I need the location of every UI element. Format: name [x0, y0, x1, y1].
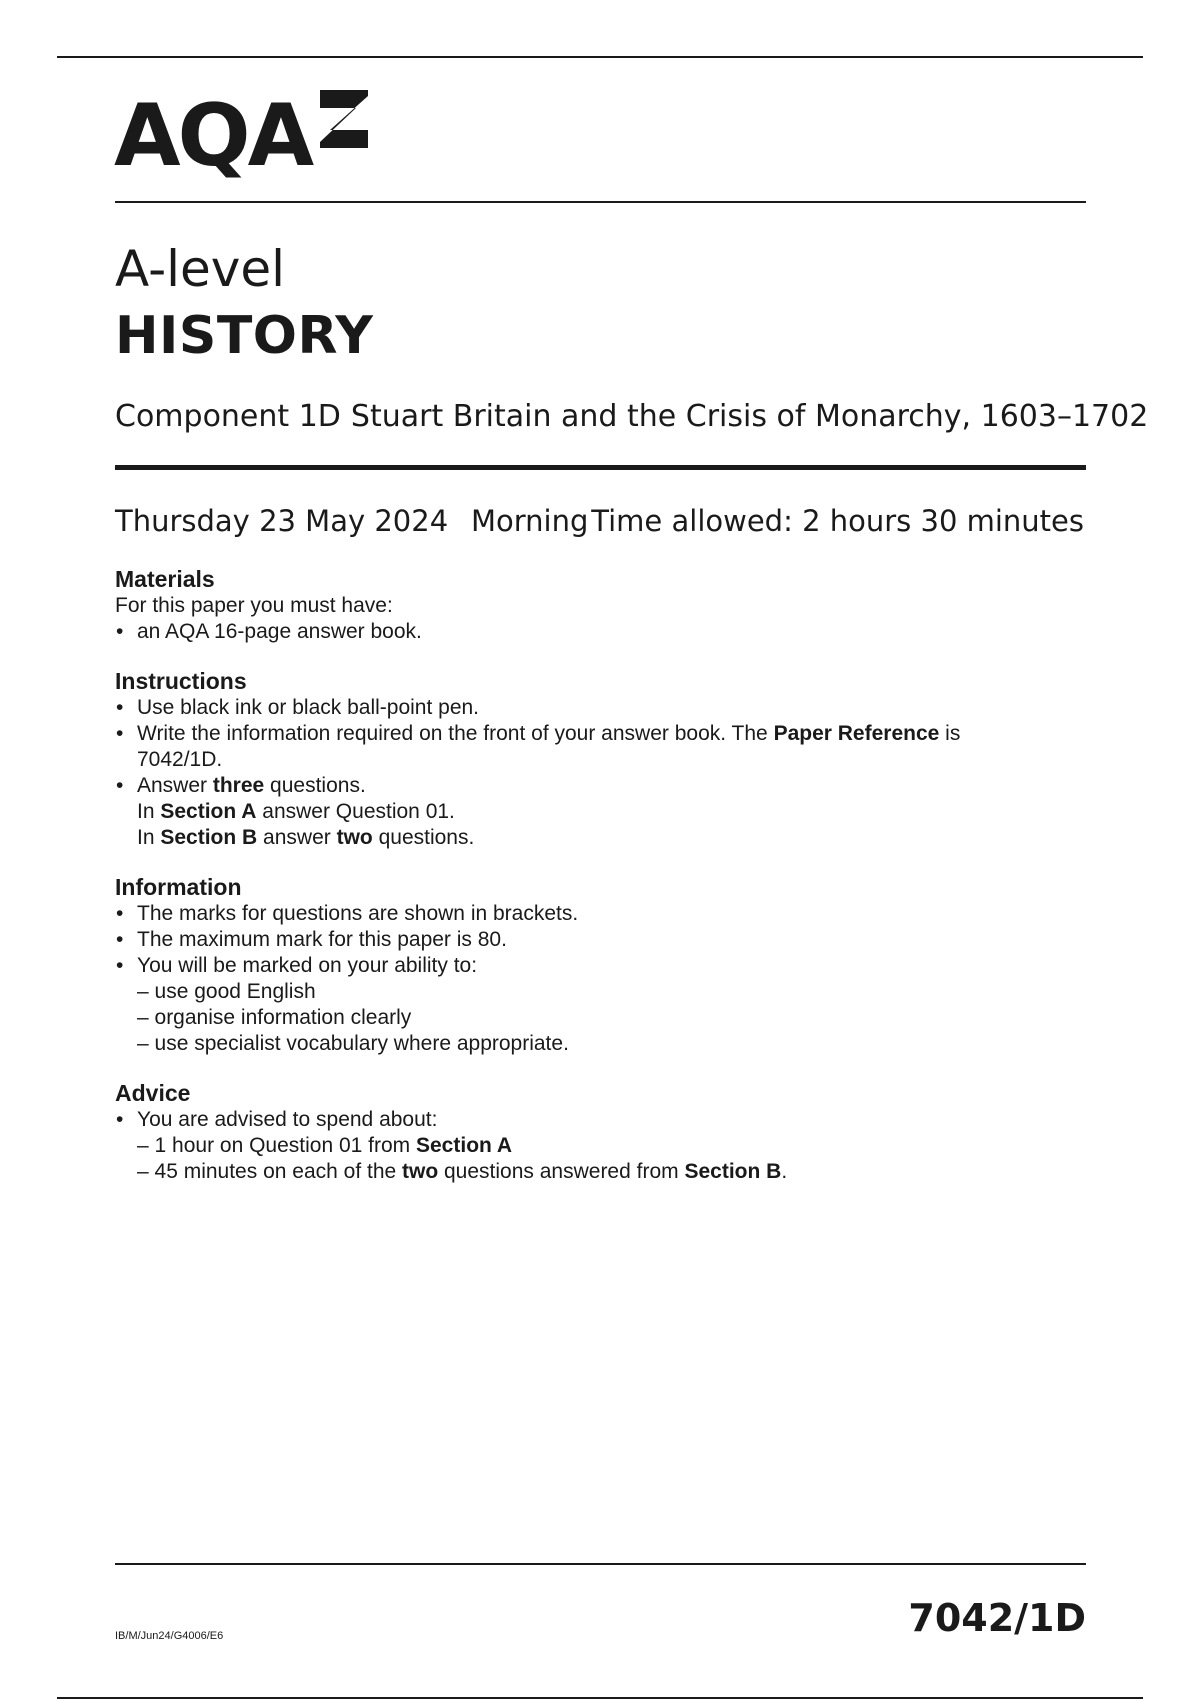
- footer-code: IB/M/Jun24/G4006/E6: [115, 1630, 224, 1642]
- instruction-text: is: [939, 722, 961, 745]
- materials-intro: For this paper you must have:: [115, 594, 393, 617]
- instruction-bold-text: two: [336, 826, 373, 849]
- instruction-text: In: [137, 800, 161, 823]
- advice-sub-section-b: [115, 1159, 1075, 1185]
- instructions-section: [115, 667, 1075, 851]
- time-allowed: Time allowed: 2 hours 30 minutes: [591, 504, 1084, 538]
- advice-heading: Advice: [115, 1080, 191, 1106]
- advice-text: – 45 minutes on each of the: [137, 1160, 403, 1183]
- component-divider: [115, 465, 1086, 470]
- information-sub-english: – use good English: [137, 980, 316, 1003]
- top-rule: [57, 56, 1143, 58]
- instruction-section-a: [115, 799, 1075, 825]
- instruction-text: answer Question 01.: [256, 800, 455, 823]
- qualification-level: A-level: [115, 240, 286, 298]
- instruction-item-answer: [115, 773, 1075, 799]
- advice-sub-section-a: [115, 1133, 1075, 1159]
- advice-bold-text: Section A: [416, 1134, 513, 1157]
- paper-reference: 7042/1D: [908, 1596, 1086, 1640]
- cover-content: [115, 565, 1075, 1207]
- instruction-section-b: [115, 825, 1075, 851]
- advice-text: questions answered from: [438, 1160, 685, 1183]
- information-item-max: • The maximum mark for this paper is 80.: [115, 927, 1075, 953]
- instruction-item-reference: [115, 721, 1075, 747]
- instruction-item-ink: • Use black ink or black ball-point pen.: [115, 695, 1075, 721]
- information-item-ability: • You will be marked on your ability to:: [115, 953, 1075, 979]
- materials-heading: Materials: [115, 566, 215, 592]
- subject-title: HISTORY: [115, 306, 374, 366]
- information-sub-organise: – organise information clearly: [137, 1006, 412, 1029]
- logo-divider: [115, 201, 1086, 203]
- advice-text: – 1 hour on Question 01 from: [137, 1134, 416, 1157]
- advice-item-spend: • You are advised to spend about:: [115, 1107, 1075, 1133]
- exam-session: Morning: [471, 504, 589, 538]
- aqa-logo-text: AQA: [114, 86, 312, 186]
- information-sub-vocabulary: – use specialist vocabulary where appropriate.: [137, 1032, 569, 1055]
- instruction-text: answer: [257, 826, 337, 849]
- instruction-bold-text: Section B: [160, 826, 258, 849]
- instruction-bold-text: Paper Reference: [773, 722, 940, 745]
- footer-divider: [115, 1563, 1086, 1565]
- information-heading: Information: [115, 874, 242, 900]
- instruction-text: Write the information required on the front of your answer book. The: [137, 722, 774, 745]
- instruction-bold-text: Section A: [160, 800, 257, 823]
- advice-bold-text: two: [402, 1160, 439, 1183]
- instruction-text: Answer: [137, 774, 213, 797]
- instructions-heading: Instructions: [115, 668, 247, 694]
- information-section: [115, 873, 1075, 1057]
- information-item-marks: • The marks for questions are shown in brackets.: [115, 901, 1075, 927]
- instruction-text: questions.: [372, 826, 475, 849]
- instruction-bold-text: three: [212, 774, 265, 797]
- component-line: [115, 397, 1148, 437]
- advice-text: .: [781, 1160, 788, 1183]
- component-title: Stuart Britain and the Crisis of Monarchy, 1603–1702: [350, 399, 1149, 434]
- advice-section: [115, 1079, 1075, 1185]
- materials-section: [115, 565, 1075, 645]
- exam-date: Thursday 23 May 2024: [115, 504, 449, 538]
- advice-bold-text: Section B: [684, 1160, 782, 1183]
- instruction-text: In: [137, 826, 161, 849]
- component-code: Component 1D: [115, 399, 341, 434]
- instruction-item-reference-cont: 7042/1D.: [137, 748, 223, 771]
- materials-item: • an AQA 16-page answer book.: [115, 619, 1075, 645]
- exam-details: [115, 501, 1086, 543]
- instruction-text: questions.: [264, 774, 366, 797]
- bottom-rule: [57, 1697, 1143, 1699]
- aqa-logo-mark: [316, 90, 368, 148]
